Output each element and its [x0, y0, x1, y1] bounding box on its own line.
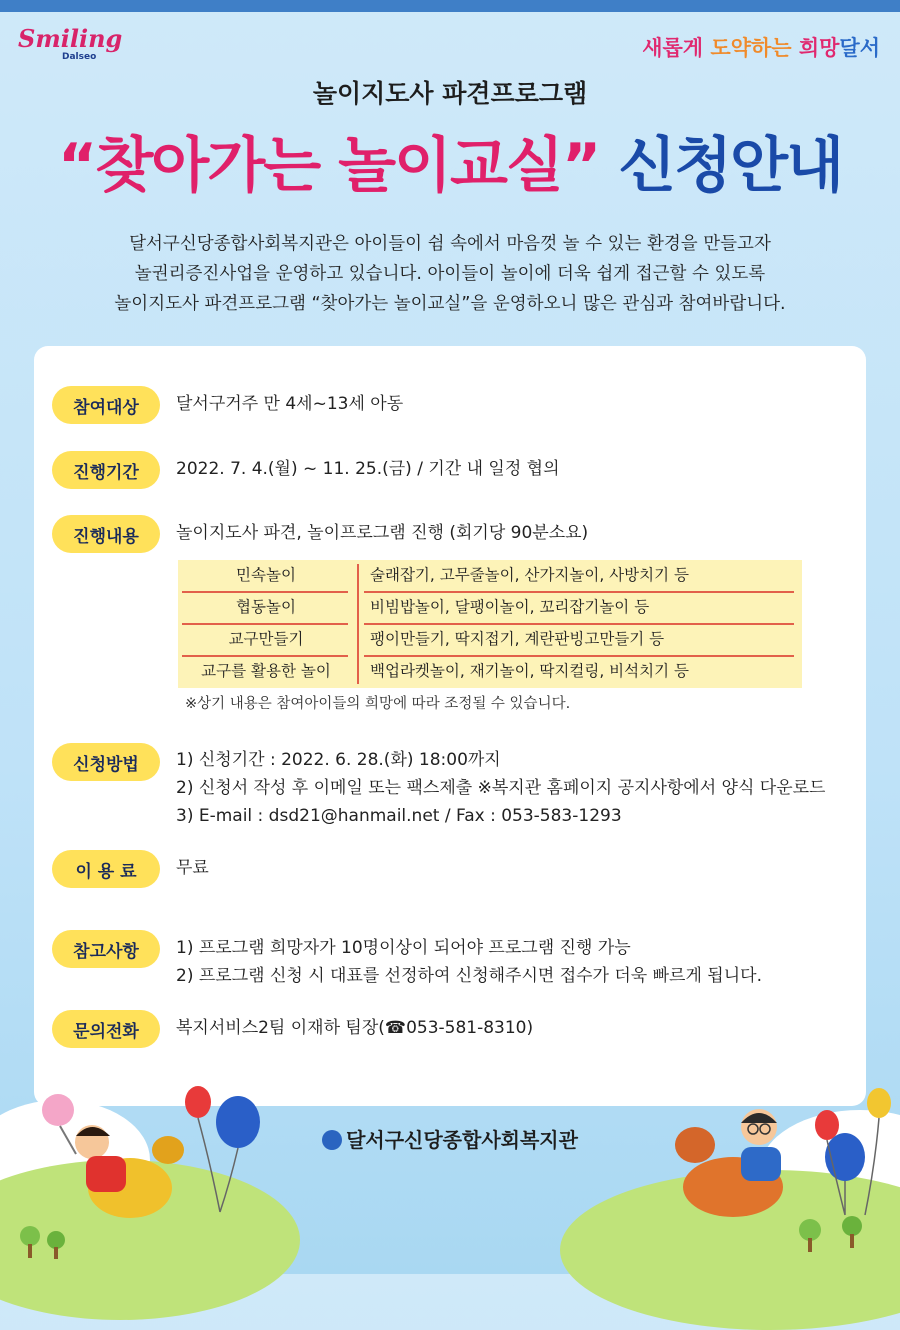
slogan-part1: 새롭게 [642, 36, 711, 60]
section-value: 복지서비스2팀 이재하 팀장(☎053-581-8310) [176, 1018, 534, 1038]
table-category: 민속놀이 [236, 566, 296, 584]
tree-decoration [16, 1222, 76, 1262]
slogan-part3: 희망 [798, 36, 840, 60]
org-name: 달서구신당종합사회복지관 [346, 1128, 578, 1152]
table-category: 교구를 활용한 놀이 [201, 662, 331, 680]
label-badge: 문의전화 [52, 1010, 160, 1048]
section-value: 놀이지도사 파견, 놀이프로그램 진행 (회기당 90분소요) [176, 523, 589, 543]
slogan [642, 32, 880, 62]
label-badge: 참여대상 [52, 386, 160, 424]
notes-line: 2) 프로그램 신청 시 대표를 선정하여 신청해주시면 접수가 더욱 빠르게 됩니다. [176, 966, 762, 986]
intro-line: 놀이지도사 파견프로그램 “찾아가는 놀이교실”을 운영하오니 많은 관심과 참여바랍니다. [114, 294, 786, 314]
logo-sub: Dalseo [62, 52, 97, 62]
table-divider [182, 591, 348, 593]
table-divider [364, 591, 794, 593]
child-on-horse-left-illustration [20, 1090, 190, 1240]
label-badge: 진행기간 [52, 451, 160, 489]
notes-line: 1) 프로그램 희망자가 10명이상이 되어야 프로그램 진행 가능 [176, 938, 631, 958]
label-badge: 이 용 료 [52, 850, 160, 888]
table-row [178, 656, 802, 688]
org-logo-icon [322, 1130, 342, 1150]
tree-decoration [790, 1210, 880, 1260]
table-divider [182, 655, 348, 657]
table-column-divider [357, 564, 359, 684]
table-items: 비빔밥놀이, 달팽이놀이, 꼬리잡기놀이 등 [370, 598, 650, 616]
section-value [176, 746, 825, 830]
table-row [178, 592, 802, 624]
table-items: 팽이만들기, 딱지접기, 계란판빙고만들기 등 [370, 630, 665, 648]
title-pink: “찾아가는 놀이교실” [57, 131, 600, 201]
label-badge: 진행내용 [52, 515, 160, 553]
section-value: 무료 [176, 858, 209, 878]
table-divider [182, 623, 348, 625]
label-badge: 신청방법 [52, 743, 160, 781]
intro-text [40, 229, 860, 319]
apply-line: 2) 신청서 작성 후 이메일 또는 팩스제출 ※복지관 홈페이지 공지사항에서 양식 다운로드 [176, 778, 826, 798]
table-items: 백업라켓놀이, 재기놀이, 딱지컬링, 비석치기 등 [370, 662, 689, 680]
organization-footer [0, 1124, 900, 1153]
section-value: 달서구거주 만 4세~13세 아동 [176, 394, 404, 414]
slogan-part2: 도약하는 [710, 36, 799, 60]
table-row [178, 560, 802, 592]
table-items: 술래잡기, 고무줄놀이, 산가지놀이, 사방치기 등 [370, 566, 689, 584]
title-blue: 신청안내 [618, 131, 843, 201]
smiling-dalseo-logo [18, 24, 123, 62]
table-divider [364, 655, 794, 657]
page-subtitle: 놀이지도사 파견프로그램 [312, 79, 588, 108]
section-value [176, 934, 762, 990]
section-value: 2022. 7. 4.(월) ~ 11. 25.(금) / 기간 내 일정 협의 [176, 459, 560, 479]
table-divider [364, 623, 794, 625]
table-row [178, 624, 802, 656]
apply-line: 1) 신청기간 : 2022. 6. 28.(화) 18:00까지 [176, 750, 501, 770]
table-category: 교구만들기 [228, 630, 304, 648]
top-bar [0, 0, 900, 12]
page-title [0, 118, 900, 204]
intro-line: 달서구신당종합사회복지관은 아이들이 쉼 속에서 마음껏 놀 수 있는 환경을 만들고자 [129, 234, 771, 254]
table-note: ※상기 내용은 참여아이들의 희망에 따라 조정될 수 있습니다. [185, 696, 571, 712]
intro-line: 놀권리증진사업을 운영하고 있습니다. 아이들이 놀이에 더욱 쉽게 접근할 수 있도록 [134, 264, 766, 284]
table-category: 협동놀이 [236, 598, 296, 616]
label-badge: 참고사항 [52, 930, 160, 968]
apply-line: 3) E-mail : dsd21@hanmail.net / Fax : 053-583-1293 [176, 806, 622, 826]
slogan-part4: 달서 [839, 36, 880, 60]
logo-word: Smiling [18, 24, 123, 53]
